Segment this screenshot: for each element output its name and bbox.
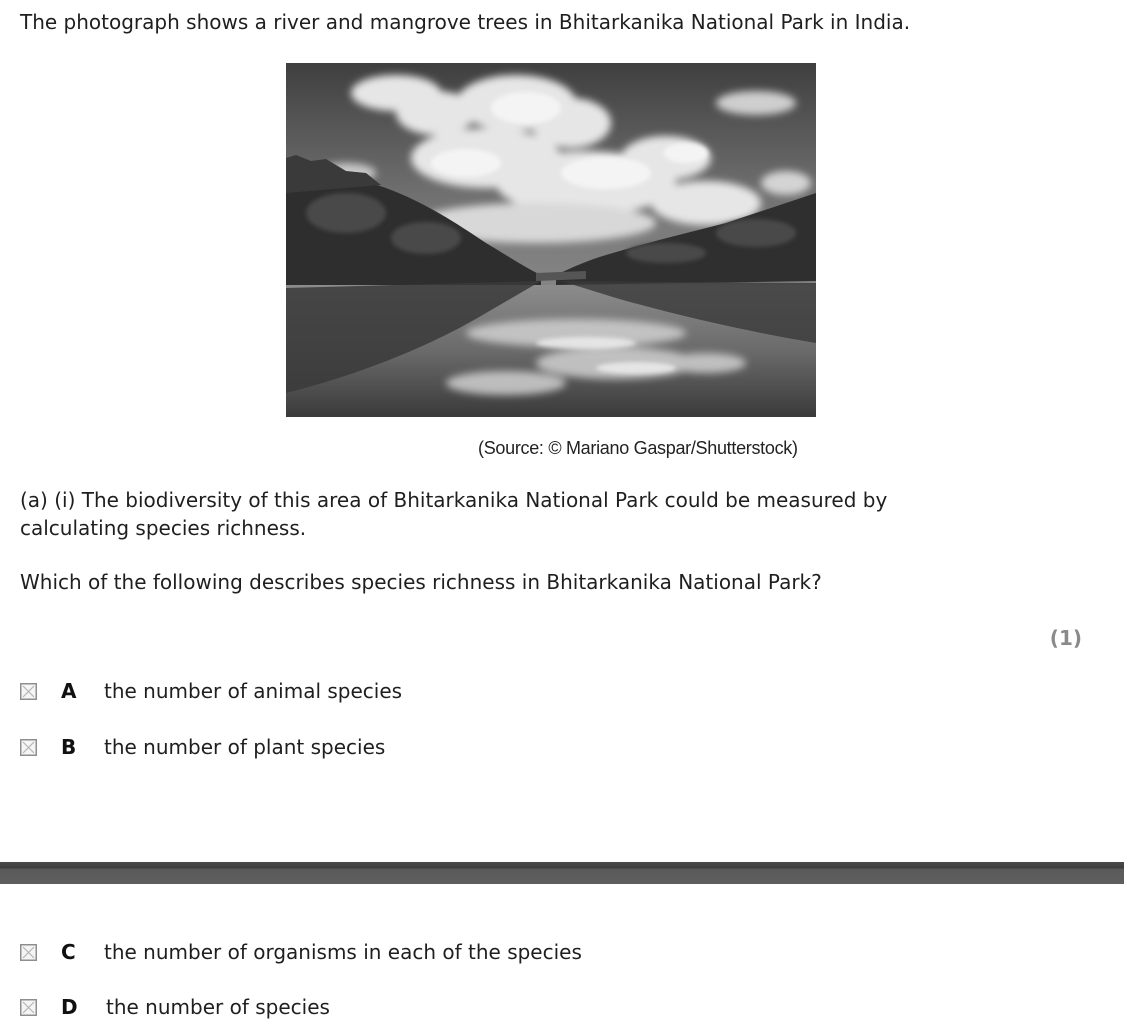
checkbox-icon[interactable] <box>20 739 37 756</box>
option-d[interactable] <box>20 993 330 1021</box>
question-line-1: (a) (i) The biodiversity of this area of Bhitarkanika National Park could be measured by <box>20 488 888 512</box>
checkbox-icon[interactable] <box>20 944 37 961</box>
option-letter: D <box>61 995 78 1019</box>
option-c[interactable] <box>20 938 582 966</box>
question-stem <box>20 486 1020 542</box>
page-divider <box>0 862 1124 884</box>
question-line-2: calculating species richness. <box>20 516 307 540</box>
option-text: the number of organisms in each of the species <box>104 940 582 964</box>
option-letter: B <box>61 735 77 759</box>
option-text: the number of animal species <box>104 679 403 703</box>
checkbox-icon[interactable] <box>20 683 37 700</box>
checkbox-icon[interactable] <box>20 999 37 1016</box>
photo-source-caption: (Source: © Mariano Gaspar/Shutterstock) <box>478 438 798 458</box>
option-letter: A <box>61 679 77 703</box>
option-text: the number of species <box>106 995 330 1019</box>
option-letter: C <box>61 940 76 964</box>
option-text: the number of plant species <box>104 735 386 759</box>
question-prompt: Which of the following describes species richness in Bhitarkanika National Park? <box>20 570 822 594</box>
intro-text: The photograph shows a river and mangrove trees in Bhitarkanika National Park in India. <box>20 10 911 34</box>
option-a[interactable] <box>20 677 402 705</box>
marks-label: (1) <box>1049 626 1082 650</box>
mangrove-river-photo <box>286 63 816 417</box>
option-b[interactable] <box>20 733 385 761</box>
